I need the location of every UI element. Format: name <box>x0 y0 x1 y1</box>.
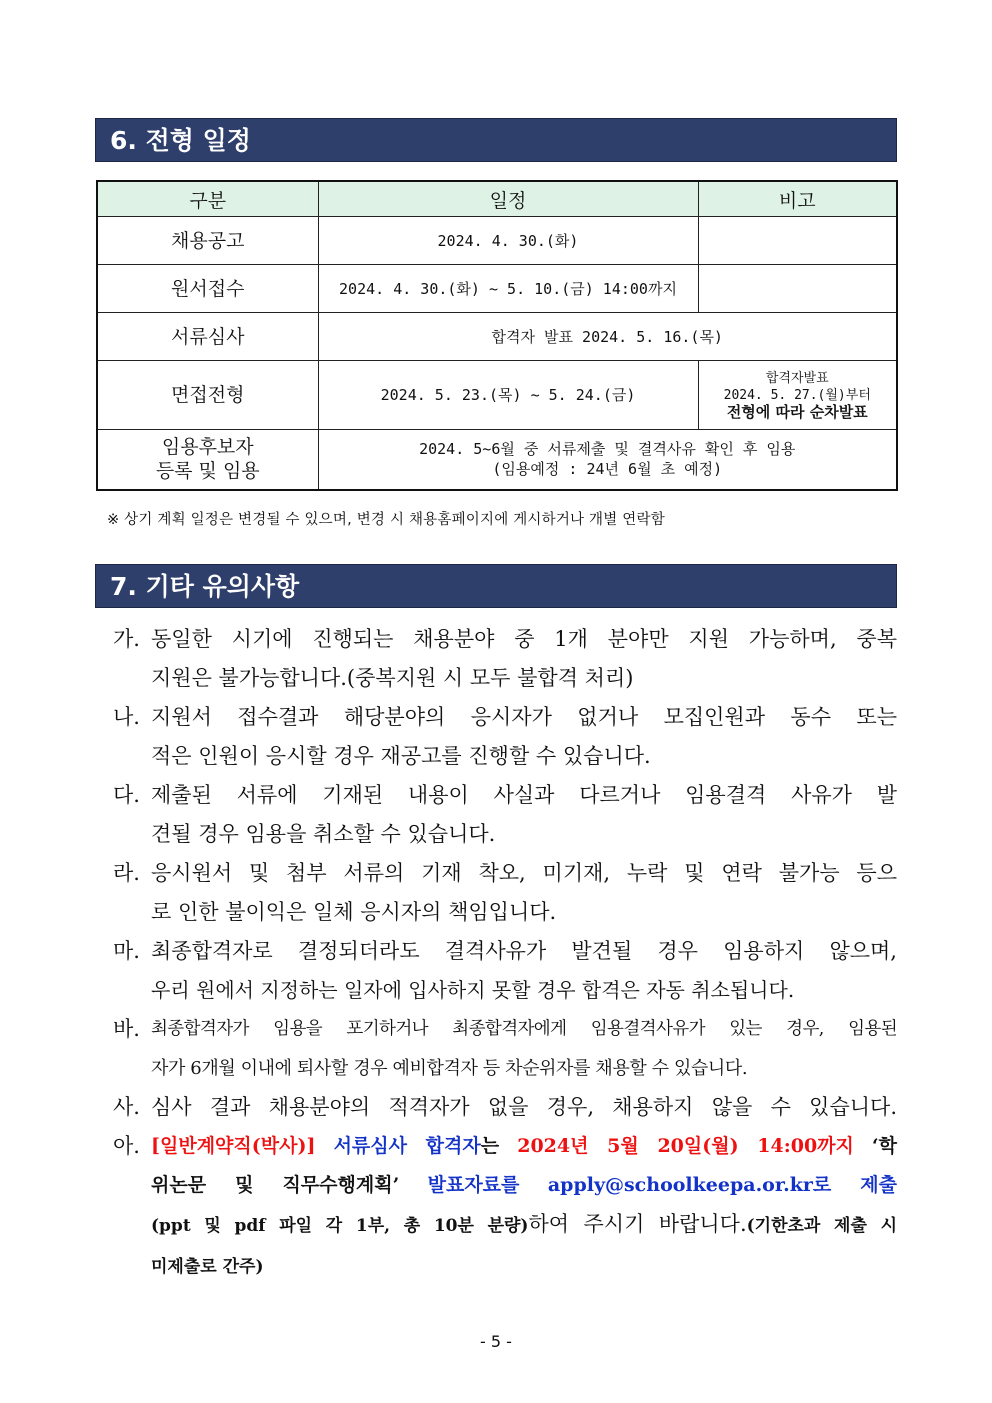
header-note: 비고 <box>698 181 897 217</box>
item-marker: 라. <box>113 861 140 885</box>
row-category <box>97 430 318 490</box>
list-item <box>113 776 897 854</box>
section-6-header <box>95 118 897 162</box>
table-row <box>97 313 897 361</box>
item-line <box>113 1127 897 1166</box>
list-item <box>113 854 897 932</box>
item-line: 최종합격자로 결정되더라도 결격사유가 발견될 경우 임용하지 않으며, <box>151 939 897 963</box>
schedule-footnote: ※ 상기 계획 일정은 변경될 수 있으며, 변경 시 채용홈페이지에 게시하거나 개별 연락함 <box>107 512 665 528</box>
notice-list <box>113 620 897 1287</box>
row-schedule: 합격자 발표 2024. 5. 16.(목) <box>318 313 897 361</box>
item-marker: 바. <box>113 1017 140 1041</box>
item-line: 최종합격자가 임용을 포기하거나 최종합격자에게 임용결격사유가 있는 경우, 임용된 <box>151 1019 897 1039</box>
header-category: 구분 <box>97 181 318 217</box>
item-marker: 가. <box>113 627 140 651</box>
list-item-highlight <box>113 1127 897 1287</box>
note-line-bold: 전형에 따라 순차발표 <box>726 402 868 421</box>
category-line: 임용후보자 <box>161 436 254 459</box>
item-marker: 마. <box>113 939 140 963</box>
submission-email: apply@schoolkeepa.or.kr로 제출 <box>547 1174 897 1196</box>
item-line <box>113 1205 897 1246</box>
table-row <box>97 430 897 490</box>
row-schedule <box>318 430 897 490</box>
request-text: 하여 주시기 바랍니다. <box>528 1212 747 1236</box>
item-line: 지원은 불가능합니다.(중복지원 시 모두 불합격 처리) <box>151 666 634 690</box>
header-schedule: 일정 <box>318 181 698 217</box>
item-line: 우리 원에서 지정하는 일자에 입사하지 못할 경우 합격은 자동 취소됩니다. <box>151 978 795 1002</box>
row-note <box>698 217 897 265</box>
late-warning: (기한초과 제출 시 <box>746 1216 897 1236</box>
table-row <box>97 361 897 430</box>
table-header-row <box>97 181 897 217</box>
item-line: 심사 결과 채용분야의 적격자가 없을 경우, 채용하지 않을 수 있습니다. <box>151 1095 897 1119</box>
row-category: 면접전형 <box>97 361 318 430</box>
particle-text: 는 <box>480 1135 500 1157</box>
file-requirement: (ppt 및 pdf 파일 각 1부, 총 10분 분량) <box>151 1216 529 1236</box>
row-note <box>698 265 897 313</box>
table-row <box>97 217 897 265</box>
table-row <box>97 265 897 313</box>
item-line: 자가 6개월 이내에 퇴사할 경우 예비합격자 등 차순위자를 채용할 수 있습니다. <box>151 1058 748 1079</box>
row-schedule: 2024. 4. 30.(화) ~ 5. 10.(금) 14:00까지 <box>318 265 698 313</box>
item-marker: 아. <box>113 1134 140 1158</box>
row-schedule: 2024. 5. 23.(목) ~ 5. 24.(금) <box>318 361 698 430</box>
list-item <box>113 620 897 698</box>
row-category: 채용공고 <box>97 217 318 265</box>
list-item <box>113 932 897 1010</box>
section-7-title: 7. 기타 유의사항 <box>110 572 300 601</box>
item-line: 동일한 시기에 진행되는 채용분야 중 1개 분야만 지원 가능하며, 중복 <box>151 627 897 651</box>
item-line <box>113 1166 897 1205</box>
item-line: 적은 인원이 응시할 경우 재공고를 진행할 수 있습니다. <box>151 744 651 768</box>
item-line <box>113 1246 897 1287</box>
schedule-line: 2024. 5~6월 중 서류제출 및 결격사유 확인 후 임용 <box>419 440 796 459</box>
row-category: 원서접수 <box>97 265 318 313</box>
doc-title-end: 위논문 및 직무수행계획’ <box>151 1174 400 1196</box>
list-item <box>113 1088 897 1127</box>
page-number: - 5 - <box>480 1332 512 1351</box>
schedule-table <box>96 180 898 491</box>
row-category: 서류심사 <box>97 313 318 361</box>
position-label: [일반계약직(박사)] <box>151 1135 316 1157</box>
note-line: 합격자발표 <box>765 370 829 386</box>
row-note <box>698 361 897 430</box>
late-warning-end: 미제출로 간주) <box>151 1257 264 1277</box>
item-line: 제출된 서류에 기재된 내용이 사실과 다르거나 임용결격 사유가 발 <box>151 783 897 807</box>
item-line: 응시원서 및 첨부 서류의 기재 착오, 미기재, 누락 및 연락 불가능 등으 <box>151 861 897 885</box>
item-marker: 다. <box>113 783 140 807</box>
category-line: 등록 및 임용 <box>155 460 260 483</box>
list-item <box>113 698 897 776</box>
row-schedule: 2024. 4. 30.(화) <box>318 217 698 265</box>
presentation-label: 발표자료를 <box>427 1174 520 1196</box>
schedule-line: (임용예정 : 24년 6월 초 예정) <box>492 460 723 479</box>
doc-title-start: ‘학 <box>872 1135 897 1157</box>
item-marker: 나. <box>113 705 140 729</box>
passer-label: 서류심사 합격자 <box>333 1135 481 1157</box>
note-line: 2024. 5. 27.(월)부터 <box>723 387 871 403</box>
item-line: 지원서 접수결과 해당분야의 응시자가 없거나 모집인원과 동수 또는 <box>151 705 897 729</box>
section-7-header <box>95 564 897 608</box>
item-marker: 사. <box>113 1095 140 1119</box>
item-line: 로 인한 불이익은 일체 응시자의 책임입니다. <box>151 900 557 924</box>
item-line: 견될 경우 임용을 취소할 수 있습니다. <box>151 822 496 846</box>
deadline-text: 2024년 5월 20일(월) 14:00까지 <box>517 1135 854 1157</box>
list-item <box>113 1010 897 1088</box>
section-6-title: 6. 전형 일정 <box>110 126 251 155</box>
